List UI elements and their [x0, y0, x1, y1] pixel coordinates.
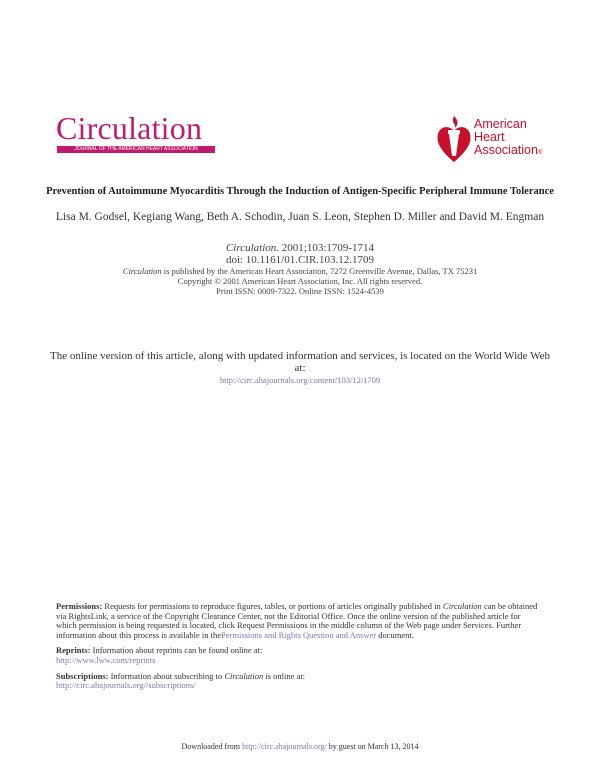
heart-torch-icon — [434, 112, 474, 166]
reprints-paragraph: Reprints: Information about reprints can be found online at: http://www.lww.com/reprints — [56, 645, 263, 665]
citation-doi: doi: 10.1161/01.CIR.103.12.1709 — [225, 254, 375, 266]
rights-info-box — [56, 602, 540, 697]
online-version-note — [50, 350, 550, 386]
aha-word-heart: Heart — [474, 130, 505, 144]
aha-word-american: American — [474, 117, 527, 131]
reprints-link[interactable]: http://www.lww.com/reprints — [56, 654, 156, 665]
subscriptions-paragraph: Subscriptions: Information about subscribing to Circulation is online at: http://circ.ahajournals.org//subscriptions/ — [56, 670, 306, 691]
permissions-paragraph: Permissions: Requests for permissions to reproduce figures, tables, or portions of articles originally published in Circulation can be obtained via RightsLink, a service of the Copyright Clearance Center, not the Editorial Office. Once the online version of the published article for which permission is being requested is located, click Request Permissions in the middle column of the Web page under Services. Further information about this process is available in thePermissions and Rights Question and Answer document. — [56, 601, 538, 640]
online-note-text: The online version of this article, along with updated information and services, is located on the World Wide Web at: — [50, 350, 550, 374]
citation-reference: Circulation. 2001;103:1709-1714 — [225, 242, 375, 254]
issn-line: Print ISSN: 0009-7322. Online ISSN: 1524-4539 — [216, 286, 384, 296]
journal-subtitle-bar: JOURNAL OF THE AMERICAN HEART ASSOCIATION — [57, 146, 215, 153]
copyright-line: Copyright © 2001 American Heart Association, Inc. All rights reserved. — [177, 276, 423, 286]
citation-block — [40, 242, 560, 296]
download-source-link[interactable]: http://circ.ahajournals.org/ — [241, 742, 327, 751]
journal-title: Circulation — [56, 110, 203, 146]
aha-wordmark — [474, 118, 542, 160]
subscriptions-link[interactable]: http://circ.ahajournals.org//subscriptions/ — [56, 680, 196, 691]
publisher-line: Circulation is published by the American Heart Association, 7272 Greenville Avenue, Dallas, TX 75231 — [122, 266, 478, 276]
aha-word-association: Association® — [474, 143, 543, 157]
permissions-link[interactable]: Permissions and Rights Question and Answer — [221, 629, 377, 640]
online-article-link[interactable]: http://circ.ahajournals.org/content/103/12/1709 — [219, 375, 381, 385]
article-authors: Lisa M. Godsel, Kegiang Wang, Beth A. Schodin, Juan S. Leon, Stephen D. Miller and David M. Engman — [55, 211, 545, 223]
aha-logo — [434, 112, 558, 166]
article-title: Prevention of Autoimmune Myocarditis Through the Induction of Antigen-Specific Peripheral Immune Tolerance — [46, 186, 554, 197]
download-footer: Downloaded from http://circ.ahajournals.org/ by guest on March 13, 2014 — [181, 742, 419, 751]
